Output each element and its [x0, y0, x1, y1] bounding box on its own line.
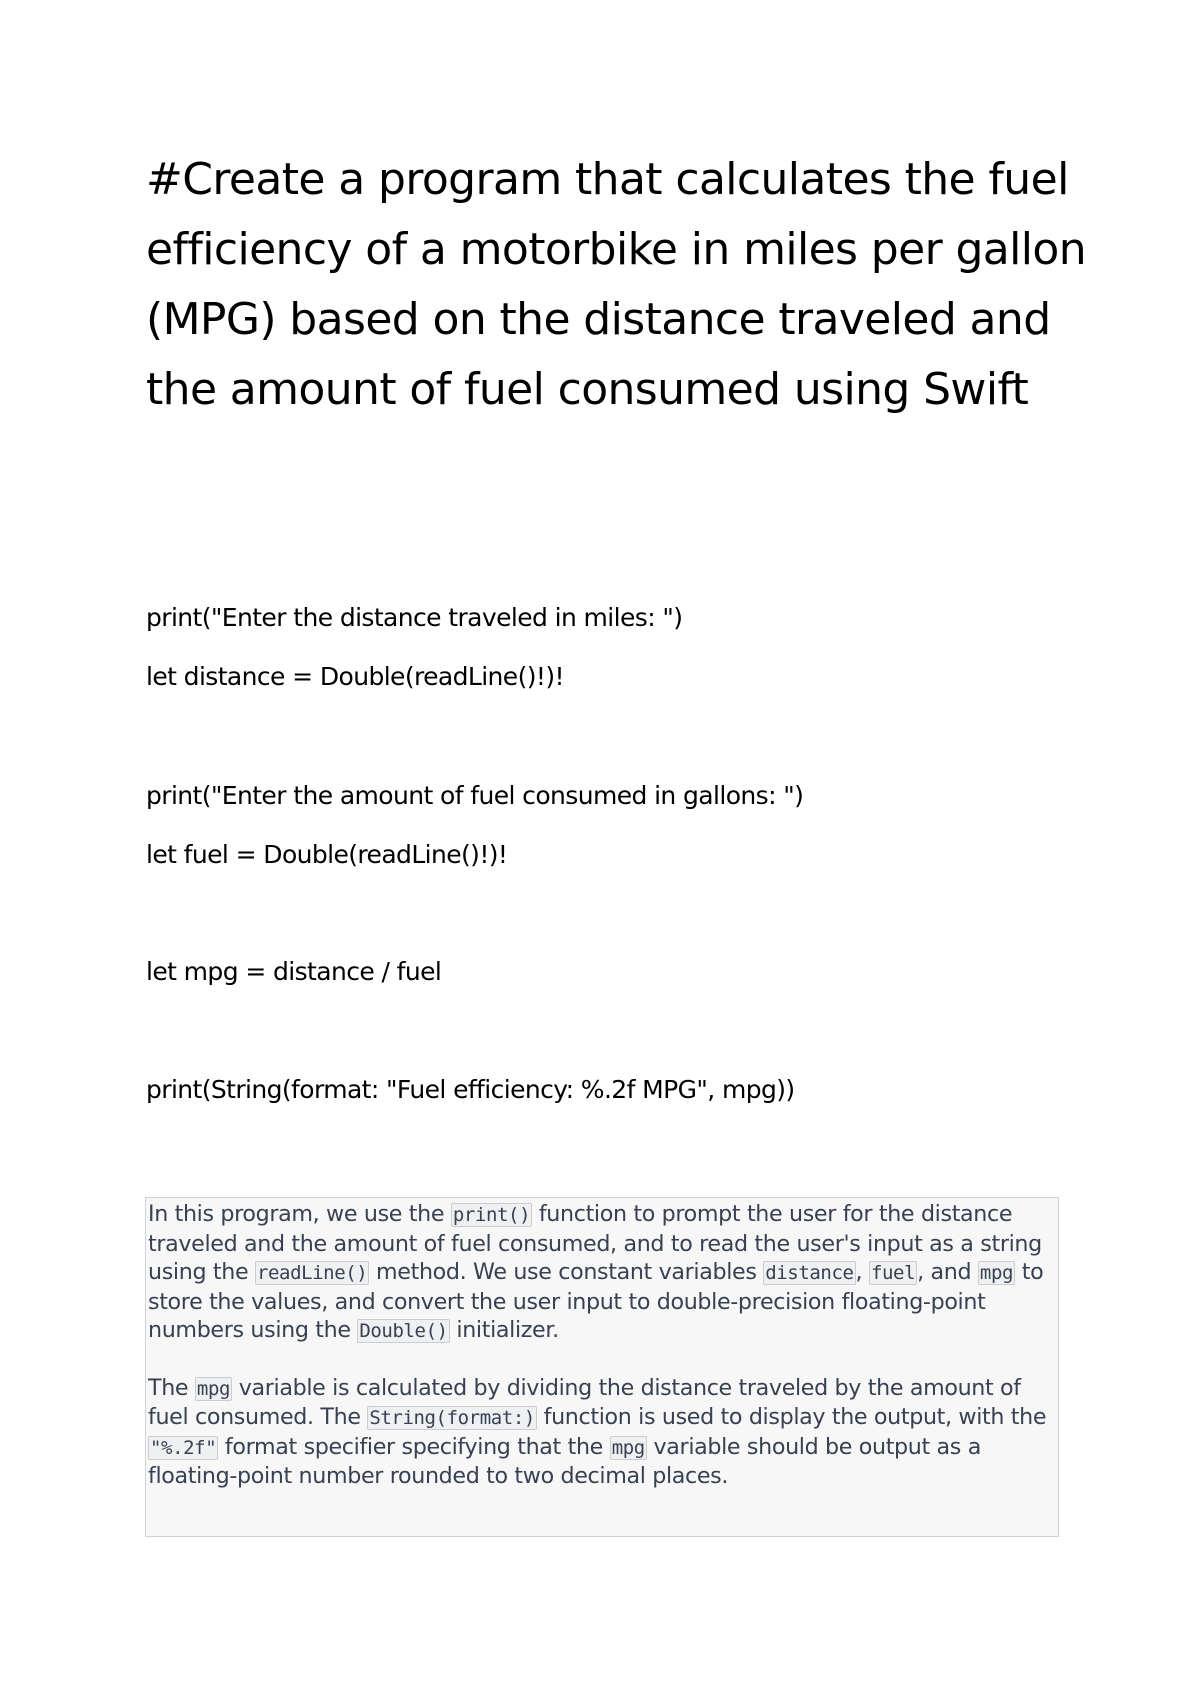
inline-code-mpg: mpg — [979, 1262, 1014, 1284]
explanation-text: variable is calculated by dividing the distance traveled by the amount of fuel consumed. The — [148, 1374, 1021, 1430]
code-line-let-fuel: let fuel = Double(readLine()!)! — [146, 840, 508, 869]
explanation-text: In this program, we use the — [148, 1201, 451, 1227]
explanation-paragraph-2 — [148, 1374, 1058, 1491]
inline-code-double: Double() — [359, 1320, 448, 1342]
code-line-print-result: print(String(format: "Fuel efficiency: %.2f MPG", mpg)) — [146, 1075, 795, 1104]
explanation-text: , and — [917, 1259, 978, 1285]
explanation-text: function is used to display the output, with the — [536, 1404, 1047, 1430]
explanation-text: method. We use constant variables — [369, 1259, 764, 1285]
explanation-text: , — [855, 1259, 869, 1285]
explanation-box — [145, 1197, 1059, 1537]
explanation-paragraph-1 — [148, 1200, 1058, 1346]
explanation-text: to store the values, and convert the user input to double-precision floating-point numbers using the — [148, 1259, 1044, 1343]
explanation-text: The — [148, 1374, 195, 1401]
inline-code-string-format: String(format:) — [369, 1407, 535, 1429]
inline-code-format-specifier: "%.2f" — [150, 1436, 217, 1459]
inline-code-fuel: fuel — [870, 1262, 916, 1284]
explanation-text: initializer. — [449, 1317, 559, 1343]
code-line-print-fuel: print("Enter the amount of fuel consumed in gallons: ") — [146, 781, 804, 810]
explanation-text: variable should be output as a floating-point number rounded to two decimal places. — [148, 1433, 981, 1489]
code-line-let-mpg: let mpg = distance / fuel — [146, 957, 442, 986]
inline-code-mpg: mpg — [611, 1436, 645, 1459]
explanation-text: format specifier specifying that the — [218, 1433, 610, 1460]
code-line-print-distance: print("Enter the distance traveled in miles: ") — [146, 603, 683, 632]
explanation-text: function to prompt the user for the distance traveled and the amount of fuel consumed, and to read the user's input as a string using the — [148, 1201, 1042, 1285]
inline-code-distance: distance — [765, 1262, 854, 1284]
code-line-let-distance: let distance = Double(readLine()!)! — [146, 662, 564, 691]
inline-code-readline: readLine() — [256, 1262, 368, 1284]
document-heading: #Create a program that calculates the fuel efficiency of a motorbike in miles per gallon (MPG) based on the distance traveled and the amount of fuel consumed using Swift — [146, 154, 1086, 415]
inline-code-print: print() — [452, 1204, 531, 1226]
inline-code-mpg: mpg — [196, 1377, 231, 1400]
